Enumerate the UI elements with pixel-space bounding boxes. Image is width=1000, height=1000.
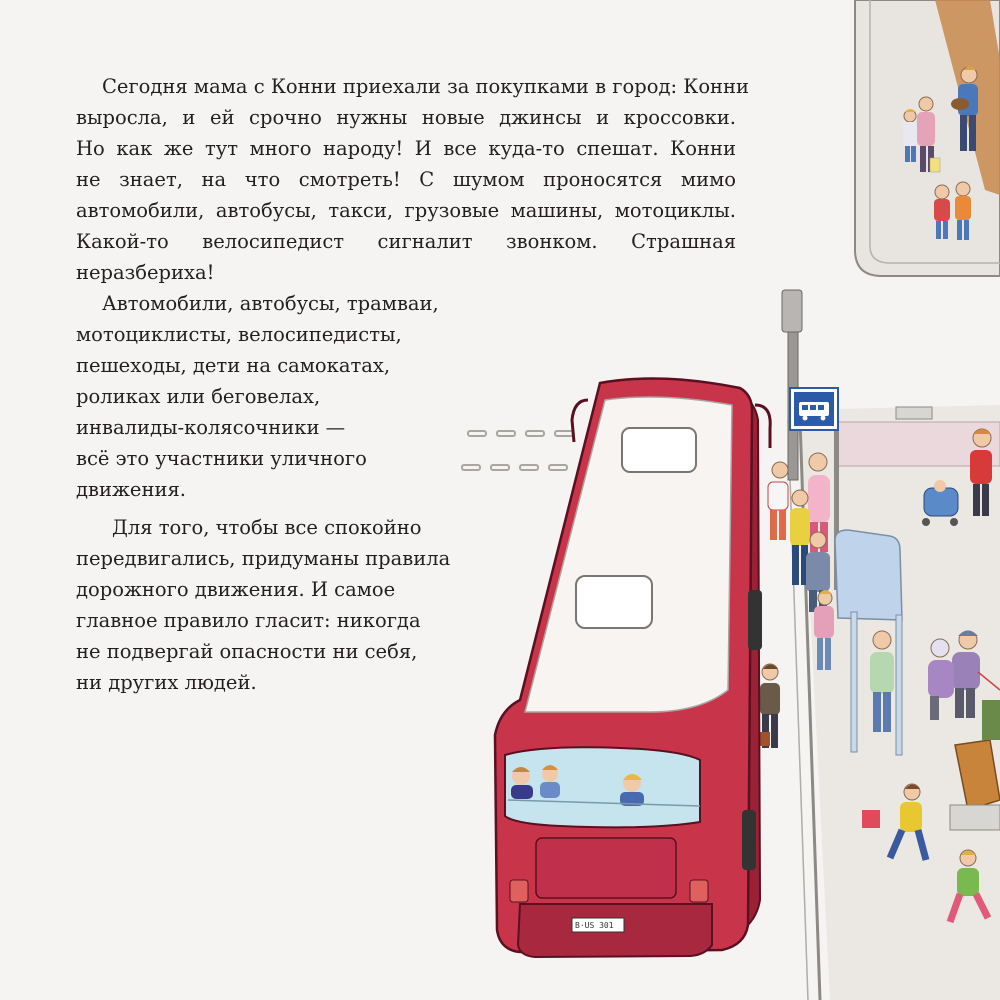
paragraph-3 [76, 512, 486, 698]
text-line: движения. [76, 478, 186, 501]
text-line: неразбериха! [76, 261, 215, 284]
road-markings [462, 431, 573, 470]
text-line: мотоциклисты, велосипедисты, [76, 323, 402, 346]
text-line: выросла, и ей срочно нужны новые джинсы и кроссовки. [76, 106, 736, 129]
text-line: инвалиды-колясочники — [76, 416, 346, 439]
text-line: Автомобили, автобусы, трамваи, [102, 292, 439, 315]
traffic-light-icon [782, 290, 802, 480]
text-line: всё это участники уличного [76, 447, 367, 470]
text-line: передвигались, придуманы правила [76, 547, 451, 570]
text-line: автомобили, автобусы, такси, грузовые машины, мотоциклы. [76, 199, 736, 222]
text-line: ни других людей. [76, 671, 257, 694]
text-line: Сегодня мама с Конни приехали за покупками в город: Конни [102, 75, 750, 98]
text-line: главное правило гласит: никогда [76, 609, 421, 632]
text-line: Какой-то велосипедист сигналит звонком. Страшная [76, 230, 736, 253]
text-line: дорожного движения. И самое [76, 578, 396, 601]
text-line: роликах или беговелах, [76, 385, 321, 408]
paragraph-2 [76, 288, 476, 505]
text-line: пешеходы, дети на самокатах, [76, 354, 391, 377]
paragraph-1 [76, 71, 750, 288]
bus-license-plate: B·US 301 [575, 921, 614, 930]
text-line: не подвергай опасности ни себя, [76, 640, 418, 663]
text-line: Для того, чтобы все спокойно [112, 516, 422, 539]
text-line: Но как же тут много народу! И все куда-то спешат. Конни [76, 137, 736, 160]
text-line: не знает, на что смотреть! С шумом проносятся мимо [76, 168, 736, 191]
